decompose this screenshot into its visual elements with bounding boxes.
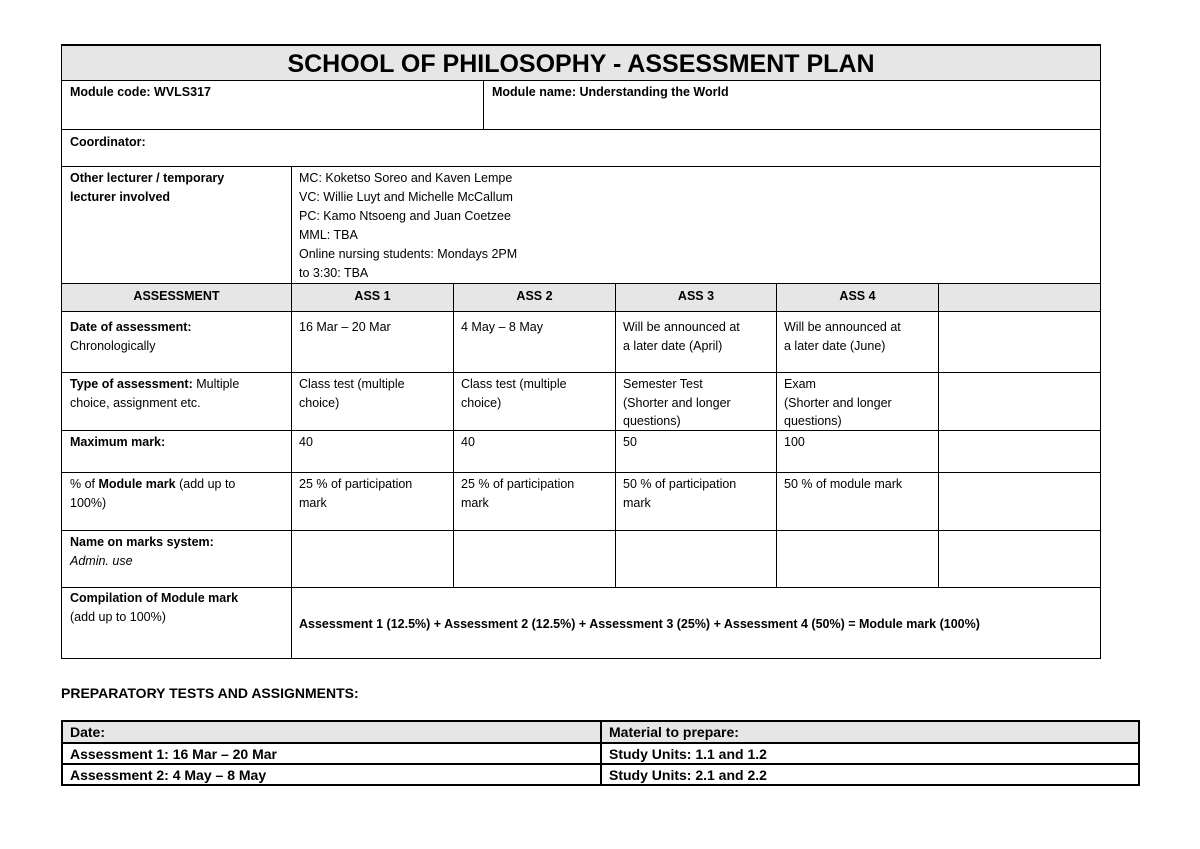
name-system-label: Name on marks system: Admin. use <box>70 535 214 568</box>
prep-col-date: Date: <box>70 724 106 740</box>
module-name: Module name: Understanding the World <box>492 85 729 99</box>
coordinator-label: Coordinator: <box>70 135 146 149</box>
lecturer-line: MC: Koketso Soreo and Kaven Lempe <box>299 171 513 185</box>
header-ass1: ASS 1 <box>354 289 391 303</box>
compilation-label: Compilation of Module mark (add up to 100%) <box>70 591 239 624</box>
other-lecturer-list <box>291 167 591 285</box>
type-ass1: Class test (multiple choice) <box>299 377 405 410</box>
prep-row-material: Study Units: 2.1 and 2.2 <box>609 767 767 783</box>
header-ass4: ASS 4 <box>839 289 876 303</box>
module-code: Module code: WVLS317 <box>70 85 211 99</box>
type-ass3: Semester Test (Shorter and longer questions) <box>623 377 731 428</box>
type-ass2: Class test (multiple choice) <box>461 377 567 410</box>
rule <box>61 658 1101 659</box>
rule <box>61 44 1101 46</box>
lecturer-line: PC: Kamo Ntsoeng and Juan Coetzee <box>299 209 511 223</box>
header-ass3: ASS 3 <box>677 289 715 303</box>
type-ass4: Exam (Shorter and longer questions) <box>784 377 892 428</box>
lecturer-line: MML: TBA <box>299 228 358 242</box>
date-ass2: 4 May – 8 May <box>461 320 543 334</box>
header-assessment: ASSESSMENT <box>133 289 220 303</box>
other-lecturer-label: Other lecturer / temporary lecturer involved <box>70 171 225 204</box>
max-ass2: 40 <box>461 435 475 449</box>
rule <box>1100 44 1101 659</box>
percent-ass3: 50 % of participation mark <box>623 477 737 510</box>
date-ass1: 16 Mar – 20 Mar <box>299 320 391 334</box>
lecturer-line: Online nursing students: Mondays 2PM <box>299 247 518 261</box>
header-ass2: ASS 2 <box>516 289 553 303</box>
lecturer-line: to 3:30: TBA <box>299 266 369 280</box>
date-label: Date of assessment: Chronologically <box>70 320 192 353</box>
prep-row-date: Assessment 1: 16 Mar – 20 Mar <box>70 746 277 762</box>
rule <box>61 129 1101 130</box>
rule <box>1138 720 1140 786</box>
max-ass3: 50 <box>623 435 637 449</box>
prep-row-date: Assessment 2: 4 May – 8 May <box>70 767 267 783</box>
date-ass4: Will be announced at a later date (June) <box>784 320 901 353</box>
page-title: SCHOOL OF PHILOSOPHY - ASSESSMENT PLAN <box>287 50 875 78</box>
type-label: Type of assessment: Multiple choice, assignment etc. <box>70 377 240 410</box>
percent-label: % of Module mark (add up to 100%) <box>70 477 236 510</box>
percent-ass1: 25 % of participation mark <box>299 477 413 510</box>
max-mark-label: Maximum mark: <box>70 435 166 449</box>
date-ass3: Will be announced at a later date (April) <box>623 320 740 353</box>
percent-ass4: 50 % of module mark <box>784 477 903 491</box>
prep-col-material: Material to prepare: <box>609 724 739 740</box>
percent-ass2: 25 % of participation mark <box>461 477 575 510</box>
max-ass1: 40 <box>299 435 313 449</box>
rule <box>61 311 1101 312</box>
prep-heading: PREPARATORY TESTS AND ASSIGNMENTS: <box>61 685 359 701</box>
prep-row-material: Study Units: 1.1 and 1.2 <box>609 746 767 762</box>
max-ass4: 100 <box>784 435 805 449</box>
compilation-formula: Assessment 1 (12.5%) + Assessment 2 (12.5%) + Assessment 3 (25%) + Assessment 4 (50%) = Module mark (100%) <box>299 617 980 631</box>
rule <box>938 283 939 588</box>
lecturer-line: VC: Willie Luyt and Michelle McCallum <box>299 190 513 204</box>
